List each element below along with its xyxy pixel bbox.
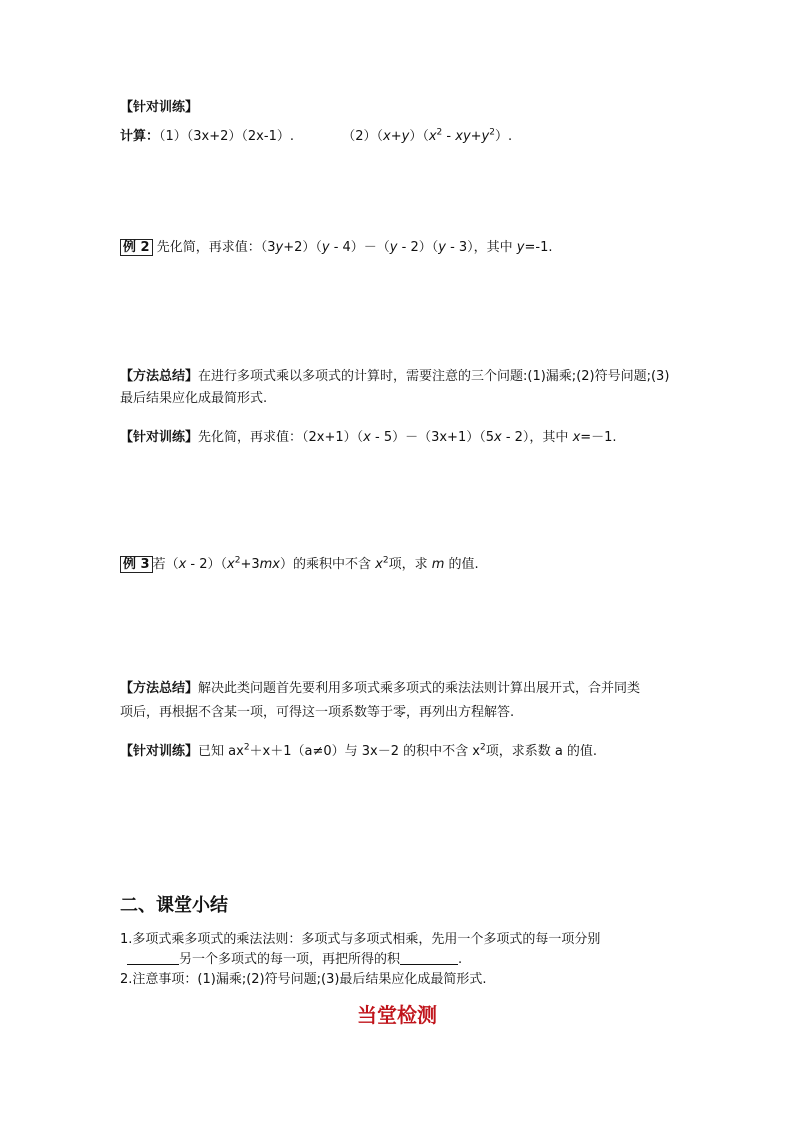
method-tag-1: 【方法总结】 [120, 369, 199, 384]
fill-blank-2[interactable] [400, 950, 458, 965]
method-tag-2: 【方法总结】 [120, 681, 199, 696]
example-2: 例 2 先化简，再求值：（3y+2）（y - 4）－（y - 2）（y - 3），其中 y=-1. [120, 238, 553, 258]
method-summary-2-line-2: 项后，再根据不含某一项，可得这一项系数等于零，再列出方程解答. [120, 705, 515, 720]
method-summary-1-line-2: 最后结果应化成最简形式. [120, 391, 268, 406]
problem-1-part-1: （1）（3x+2）（2x-1）. [159, 129, 294, 144]
calc-label: 计算： [120, 129, 160, 144]
example-3: 例 3 若$(x - 2)(x^2+3mx)$的乘积中不含 $x^2$项，求 m 的值. [120, 555, 479, 575]
in-class-test-title: 当堂检测 [357, 1003, 437, 1027]
practice-tag-3: 【针对训练】 [120, 744, 199, 759]
class-summary-heading: 二、课堂小结 [120, 895, 228, 916]
summary-notes-line: 2.注意事项：(1)漏乘;(2)符号问题;(3)最后结果应化成最简形式. [120, 972, 487, 987]
method-summary-2-line-1: 【方法总结】解决此类问题首先要利用多项式乘多项式的乘法法则计算出展开式，合并同类 [120, 681, 641, 696]
method-summary-1-line-1: 【方法总结】在进行多项式乘以多项式的计算时，需要注意的三个问题:(1)漏乘;(2)符号问题;(3) [120, 369, 670, 384]
example-2-label: 例 2 [120, 239, 153, 256]
practice-tag-1: 【针对训练】 [120, 100, 199, 115]
problem-1-part-2: $(2)(x+y)(x^2 - xy+y^2)$. [342, 127, 513, 144]
summary-rule-line-1: 1.多项式乘多项式的乘法法则：多项式与多项式相乘，先用一个多项式的每一项分别 [120, 932, 601, 947]
practice-problem-3: 【针对训练】已知 $ax^2+x+1(a\ne 0)$与 3x－2 的积中不含 $x^2$项，求系数 a 的值. [120, 742, 598, 759]
practice-problem-1 [120, 127, 512, 147]
summary-rule-line-2: 另一个多项式的每一项，再把所得的积 . [127, 950, 462, 970]
practice-problem-2: 【针对训练】先化简，再求值：（2x+1）（x - 5）－（3x+1）（5x - 2），其中 x=－1. [120, 430, 617, 445]
practice-tag-2: 【针对训练】 [120, 430, 199, 445]
fill-blank-1[interactable] [127, 950, 179, 965]
example-3-label: 例 3 [120, 556, 153, 573]
